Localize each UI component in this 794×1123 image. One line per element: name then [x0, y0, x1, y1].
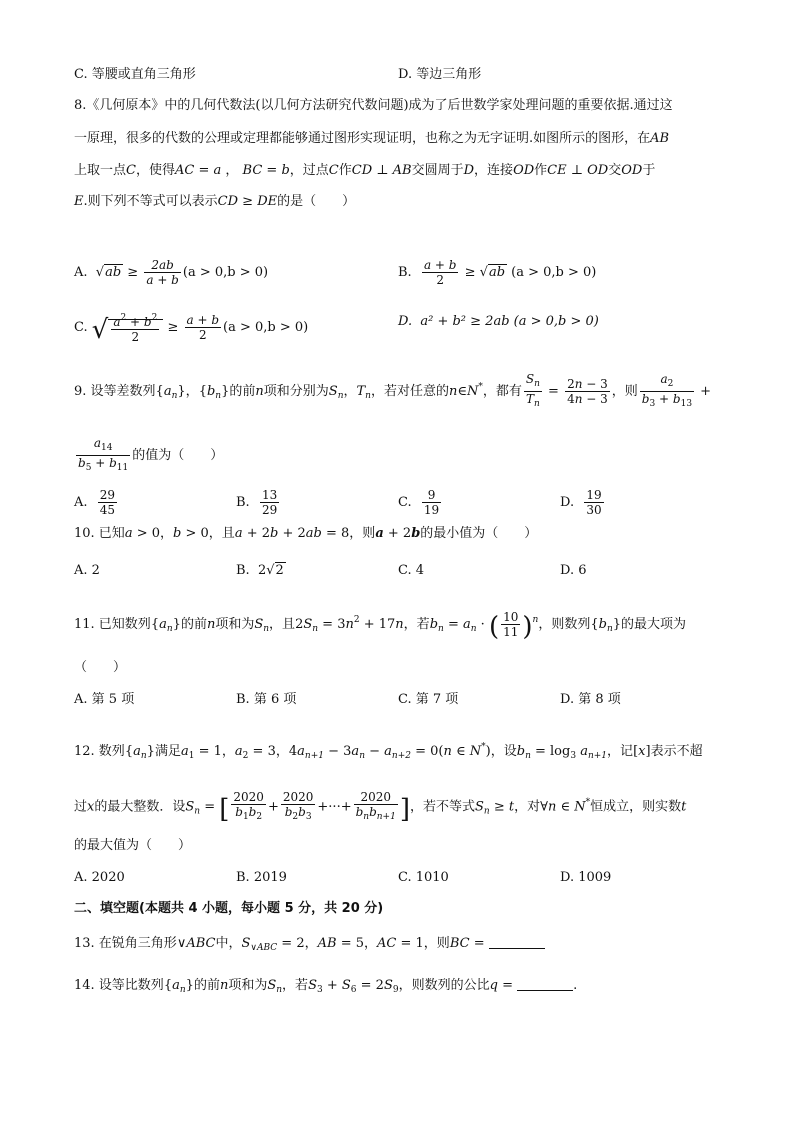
q10-option-c: C. 4	[398, 563, 425, 578]
q8-line1: 8.《几何原本》中的几何代数法(以几何方法研究代数问题)成为了后世数学家处理问题的重要依据.通过这	[74, 98, 673, 113]
q7-option-c: C. 等腰或直角三角形	[74, 67, 196, 82]
q14-line: 14. 设等比数列$\{a_n\}$的前n项和为$S_n$，若$S_3 + S_6 = 2S_9$，则数列的公比q = .	[74, 978, 578, 995]
q10-line1: 10. 已知a > 0，b > 0，且a + 2b + 2ab = 8，则a + 2b的最小值为（ ）	[74, 526, 538, 541]
q10-option-d: D. 6	[560, 563, 587, 578]
q10-option-a: A. 2	[74, 563, 100, 578]
q9-line1: 9. 设等差数列$\{a_n\}$，$\{b_n\}$的前n项和分别为$S_n$，$T_n$，若对任意的n∈N*，都有 $\frac{S_n}{T_n}$ = $\frac{2n - 3}{4n - 3}$ ，则 $\frac{a_2}{b_3 + b_{13}}$ +	[74, 372, 712, 409]
q8-line2: 一原理，很多的代数的公理或定理都能够通过图形实现证明，也称之为无字证明.如图所示的图形，在AB	[74, 131, 670, 146]
q12-line3: 的最大值为（ ）	[74, 838, 192, 853]
q11-option-d: D. 第 8 项	[560, 692, 621, 707]
q13-line: 13. 在锐角三角形∨ABC中，$S_{\vee ABC} = 2$，AB = 5，AC = 1，则BC =	[74, 934, 545, 958]
q12-option-b: B. 2019	[236, 870, 287, 885]
q10-option-b: B. 2√2	[236, 563, 284, 578]
q8-option-b: B. $\frac{a + b}{2}$ ≥ √ab (a > 0,b > 0)	[398, 258, 597, 287]
q11-line1: 11. 已知数列$\{a_n\}$的前n项和为$S_n$，且$2S_n = 3n^2 + 17n$，若$b_n = a_n$ · ( $\frac{10}{11}$ )$^n$，则数列$\{b_n\}$的最大项为	[74, 610, 687, 642]
q12-option-a: A. 2020	[74, 870, 125, 885]
q7-option-d: D. 等边三角形	[398, 67, 482, 82]
q9-option-d: D. $\frac{19}{30}$	[560, 488, 602, 517]
q12-line1: 12. 数列$\{a_n\}$满足$a_1 = 1$，$a_2 = 3$，$4a_{n+1} - 3a_n - a_{n+2} = 0(n$ ∈ N*)，设$b_n = \log_3 a_{n+1}$，记[x]表示不超	[74, 742, 703, 761]
q9-option-b: B. $\frac{13}{29}$	[236, 488, 278, 517]
q8-line3: 上取一点C，使得AC = a ， BC = b，过点C作CD ⊥ AB交圆周于D，连接OD作CE ⊥ OD交OD于	[74, 163, 656, 178]
q9-option-c: C. $\frac{9}{19}$	[398, 488, 440, 517]
section-heading: 二、填空题(本题共 4 小题，每小题 5 分，共 20 分)	[74, 901, 384, 916]
q8-option-a: A. √ab ≥ $\frac{2ab}{a + b}$ (a > 0,b > 0)	[74, 258, 269, 287]
q11-option-c: C. 第 7 项	[398, 692, 459, 707]
q8-option-d: D. a² + b² ≥ 2ab (a > 0,b > 0)	[398, 314, 599, 329]
q12-option-d: D. 1009	[560, 870, 612, 885]
q12-line2: 过x的最大整数．设$S_n$ = [ $\frac{2020}{b_1b_2}$ + $\frac{2020}{b_2b_3}$ +···+ $\frac{2020}{b_nb_{n+1}}$ ]，若不等式$S_n \ge t$，对∀n ∈ N*恒成立，则实数t	[74, 790, 687, 825]
answer-blank[interactable]	[517, 976, 573, 991]
answer-blank[interactable]	[489, 934, 545, 949]
q9-line2: $\frac{a_{14}}{b_5 + b_{11}}$ 的值为（ ）	[78, 436, 224, 473]
q8-line4: E.则下列不等式可以表示CD ≥ DE的是（ ）	[74, 194, 356, 209]
q12-option-c: C. 1010	[398, 870, 449, 885]
q11-option-a: A. 第 5 项	[74, 692, 135, 707]
q11-line2: （ ）	[74, 660, 127, 675]
q8-option-c: C. √ $\frac{a^2 + b^2}{2}$ ≥ $\frac{a + b}{2}$ (a > 0,b > 0)	[74, 313, 309, 345]
q11-option-b: B. 第 6 项	[236, 692, 297, 707]
q9-option-a: A. $\frac{29}{45}$	[74, 488, 116, 517]
